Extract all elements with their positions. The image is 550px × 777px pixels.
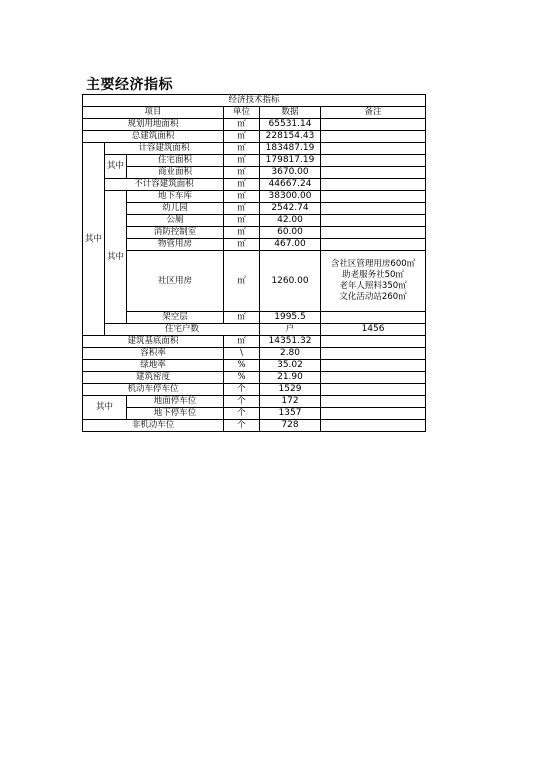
table-row: 总建筑面积 ㎡ 228154.43	[83, 131, 426, 143]
table-row: 建筑基底面积 ㎡ 14351.32	[83, 336, 426, 348]
table-row: 规划用地面积 ㎡ 65531.14	[83, 119, 426, 131]
header-unit: 单位	[224, 107, 260, 119]
table-row: 架空层 ㎡ 1995.5	[83, 312, 426, 324]
table-row: 其中 计容建筑面积 ㎡ 183487.19	[83, 143, 426, 155]
table-row: 其中 地下车库 ㎡ 38300.00	[83, 191, 426, 203]
table-row: 消防控制室 ㎡ 60.00	[83, 227, 426, 239]
table-row: 容积率 \ 2.80	[83, 348, 426, 360]
table-row: 物管用房 ㎡ 467.00	[83, 239, 426, 251]
table-row: 机动车停车位 个 1529	[83, 384, 426, 396]
group-label: 其中	[105, 191, 127, 324]
header-item: 项目	[83, 107, 224, 119]
table-row: 不计容建筑面积 ㎡ 44667.24	[83, 179, 426, 191]
table-row: 公厕 ㎡ 42.00	[83, 215, 426, 227]
table-row: 幼儿园 ㎡ 2542.74	[83, 203, 426, 215]
table-header-row	[83, 107, 426, 119]
table-row: 地下停车位 个 1357	[83, 408, 426, 420]
header-data: 数据	[260, 107, 321, 119]
group-label: 其中	[83, 143, 105, 336]
table-row: 住宅户数 户 1456	[83, 324, 426, 336]
group-label: 其中	[83, 396, 127, 420]
table-row: 其中 住宅面积 ㎡ 179817.19	[83, 155, 426, 167]
table-title-row	[83, 95, 426, 107]
table-row: 社区用房 ㎡ 1260.00 含社区管理用房600㎡ 助老服务社50㎡ 老年人照料350㎡ 文化活动站260㎡	[83, 251, 426, 312]
table-row: 建筑密度 % 21.90	[83, 372, 426, 384]
header-note: 备注	[321, 107, 426, 119]
table-title: 经济技术指标	[83, 95, 426, 107]
table-row: 非机动车位 个 728	[83, 420, 426, 432]
page-heading: 主要经济指标	[86, 77, 173, 93]
table-row: 其中 地面停车位 个 172	[83, 396, 426, 408]
community-note: 含社区管理用房600㎡ 助老服务社50㎡ 老年人照料350㎡ 文化活动站260㎡	[321, 251, 426, 312]
table-row: 商业面积 ㎡ 3670.00	[83, 167, 426, 179]
economic-indicators-table	[82, 94, 426, 432]
table-row: 绿地率 % 35.02	[83, 360, 426, 372]
group-label: 其中	[105, 155, 127, 179]
